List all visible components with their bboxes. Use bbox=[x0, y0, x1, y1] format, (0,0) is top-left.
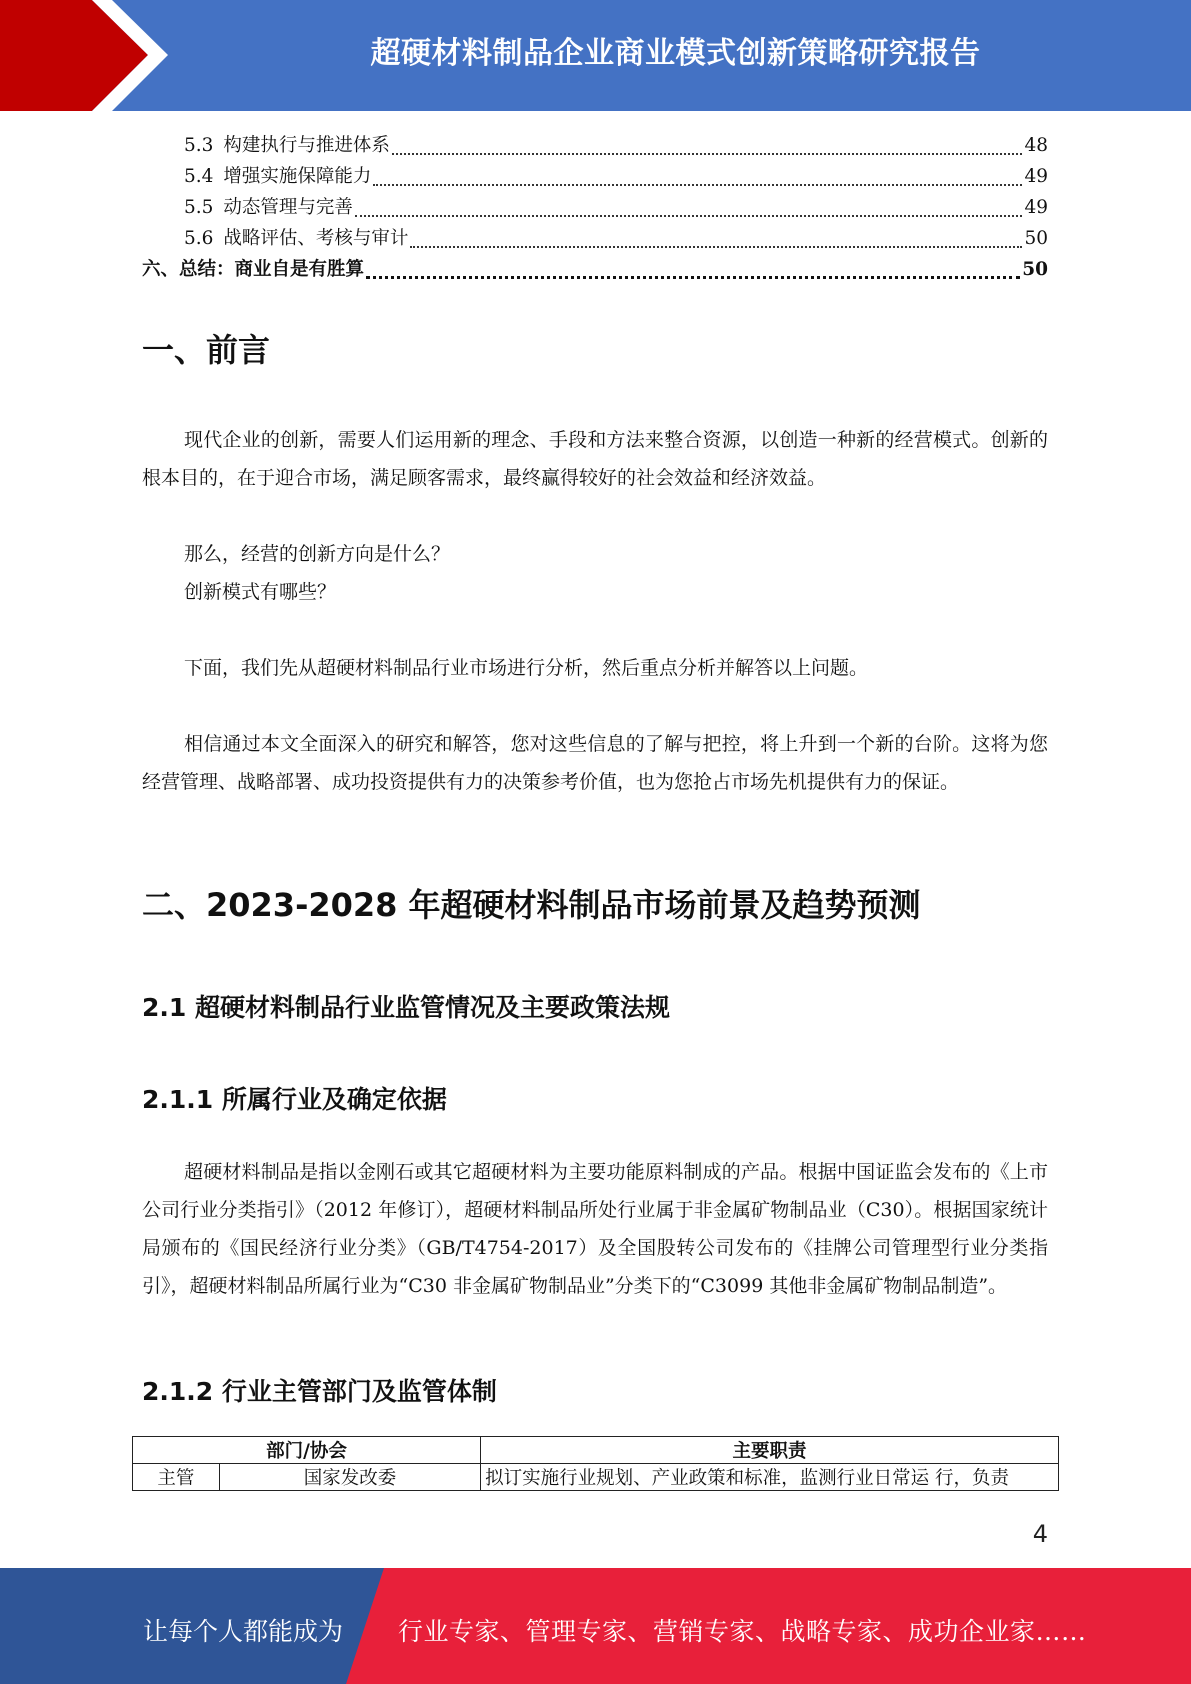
regulator-table bbox=[132, 1436, 1059, 1491]
heading-section-2-1-1: 2.1.1 所属行业及确定依据 bbox=[142, 1085, 447, 1114]
page-footer bbox=[0, 1568, 1191, 1684]
toc-entry-title: 六、总结：商业自是有胜算 bbox=[142, 259, 365, 280]
toc-leader-dots bbox=[373, 184, 1022, 186]
report-title: 超硬材料制品企业商业模式创新策略研究报告 bbox=[370, 36, 981, 71]
page-header bbox=[0, 0, 1191, 111]
toc-entry-number: 5.6 bbox=[184, 228, 214, 249]
page-number: 4 bbox=[1032, 1520, 1048, 1548]
toc-leader-dots bbox=[410, 246, 1022, 248]
table-header-dept: 部门/协会 bbox=[133, 1437, 481, 1464]
section-2-1-1-paragraph: 超硬材料制品是指以金刚石或其它超硬材料为主要功能原料制成的产品。根据中国证监会发布的《上市公司行业分类指引》（2012 年修订），超硬材料制品所处行业属于非金属矿物制品业（C30）。根据国家统计局颁布的《国民经济行业分类》（GB/T4754-2017）及全国股转公司发布的《挂牌公司管理型行业分类指引》，超硬材料制品所属行业为“C30 非金属矿物制品业”分类下的“C3099 其他非金属矿物制品制造”。 bbox=[142, 1161, 1048, 1297]
preface-question-2: 创新模式有哪些？ bbox=[184, 581, 337, 603]
toc-entry[interactable] bbox=[142, 255, 1048, 286]
toc-entry-page: 49 bbox=[1024, 166, 1048, 187]
toc-entry-page: 48 bbox=[1024, 135, 1048, 156]
table-cell-duty: 拟订实施行业规划、产业政策和标准，监测行业日常运 行，负责 bbox=[481, 1464, 1059, 1491]
toc-entry-number: 5.4 bbox=[184, 166, 214, 187]
toc-entry-page: 49 bbox=[1024, 197, 1048, 218]
toc-entry[interactable] bbox=[142, 193, 1048, 224]
heading-section-2-1-2: 2.1.2 行业主管部门及监管体制 bbox=[142, 1377, 497, 1406]
heading-preface: 一、前言 bbox=[142, 331, 271, 369]
toc-entry[interactable] bbox=[142, 131, 1048, 162]
footer-slogan-right: 行业专家、管理专家、营销专家、战略专家、成功企业家…… bbox=[398, 1617, 1087, 1646]
table-row bbox=[133, 1464, 1059, 1491]
preface-paragraph-3: 相信通过本文全面深入的研究和解答，您对这些信息的了解与把控，将上升到一个新的台阶。这将为您经营管理、战略部署、成功投资提供有力的决策参考价值，也为您抢占市场先机提供有力的保证。 bbox=[142, 733, 1048, 793]
table-header-row bbox=[133, 1437, 1059, 1464]
table-cell-category: 主管 bbox=[133, 1464, 220, 1491]
table-of-contents bbox=[142, 131, 1048, 286]
regulator-table-clip bbox=[0, 1436, 1191, 1494]
toc-entry-number: 5.5 bbox=[184, 197, 214, 218]
preface-paragraph-2: 下面，我们先从超硬材料制品行业市场进行分析，然后重点分析并解答以上问题。 bbox=[184, 657, 869, 679]
table-cell-dept: 国家发改委 bbox=[219, 1464, 480, 1491]
toc-entry[interactable] bbox=[142, 224, 1048, 255]
toc-entry-title: 动态管理与完善 bbox=[223, 197, 353, 218]
toc-entry[interactable] bbox=[142, 162, 1048, 193]
toc-entry-number: 5.3 bbox=[184, 135, 214, 156]
toc-entry-title: 增强实施保障能力 bbox=[223, 166, 372, 187]
toc-leader-dots bbox=[392, 153, 1023, 155]
heading-section-2-1: 2.1 超硬材料制品行业监管情况及主要政策法规 bbox=[142, 993, 670, 1022]
toc-entry-page: 50 bbox=[1024, 228, 1048, 249]
toc-leader-dots bbox=[355, 215, 1023, 217]
toc-entry-title: 战略评估、考核与审计 bbox=[223, 228, 409, 249]
table-header-duty: 主要职责 bbox=[481, 1437, 1059, 1464]
preface-question-1: 那么，经营的创新方向是什么？ bbox=[184, 543, 451, 565]
toc-entry-page: 50 bbox=[1022, 259, 1048, 280]
toc-entry-title: 构建执行与推进体系 bbox=[223, 135, 390, 156]
toc-leader-dots bbox=[366, 276, 1020, 279]
preface-paragraph-1: 现代企业的创新，需要人们运用新的理念、手段和方法来整合资源，以创造一种新的经营模式。创新的根本目的，在于迎合市场，满足顾客需求，最终赢得较好的社会效益和经济效益。 bbox=[142, 429, 1048, 489]
footer-slogan-left: 让每个人都能成为 bbox=[143, 1617, 344, 1646]
heading-chapter-2: 二、2023-2028 年超硬材料制品市场前景及趋势预测 bbox=[142, 886, 921, 924]
